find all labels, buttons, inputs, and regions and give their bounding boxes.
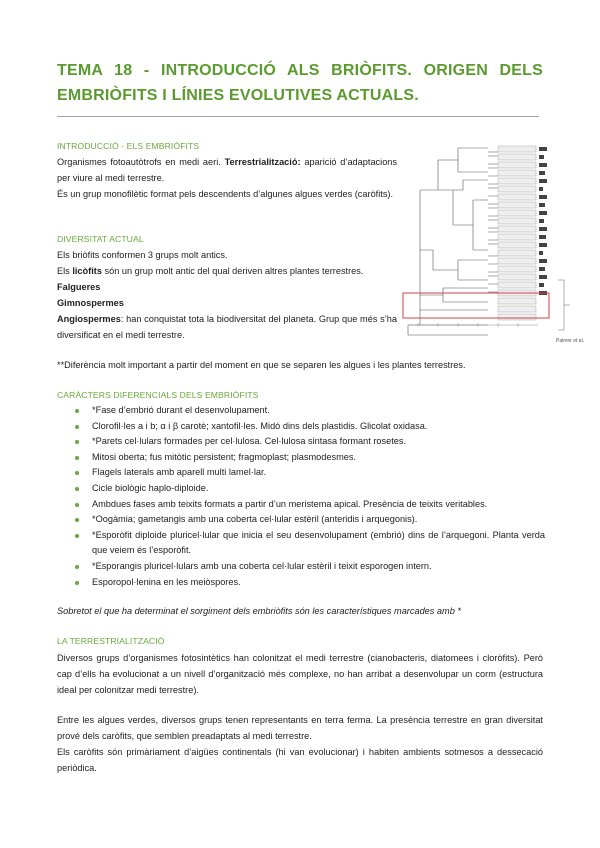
bullet-icon xyxy=(75,425,79,429)
intro-text: Organismes fotoautòtrofs en medi aeri. xyxy=(57,157,225,167)
list-item-text: Clorofil·les a i b; α i β carotè; xantofil·les. Midó dins dels plastidis. Glicolat oxidasa. xyxy=(92,420,428,431)
bullet-icon xyxy=(75,518,79,522)
tree-taxon-markers xyxy=(539,147,547,295)
side-bracket xyxy=(558,280,570,330)
list-item-text: Esporopol·lenina en les meiòspores. xyxy=(92,576,241,587)
terrestrialitzacio-paragraph-3: Els caròfits són primàriament d’aigües continentals (hi van evolucionar) i habiten ambients sotmesos a dessecació periòdica. xyxy=(57,747,543,773)
time-axis xyxy=(408,323,538,327)
title-divider xyxy=(57,116,539,117)
text: : han conquistat tota la biodiversitat del planeta. Grup que més s’ha diversificat en el medi terrestre. xyxy=(57,314,397,340)
figure-caption: Palmer et al. xyxy=(556,338,585,344)
phylogenetic-tree-figure xyxy=(398,130,585,350)
list-item-text: Mitosi oberta; fus mitòtic persistent; fragmoplast; plasmodesmes. xyxy=(92,451,356,462)
caracters-list xyxy=(75,403,545,590)
diversitat-line-2 xyxy=(57,263,402,279)
bullet-icon xyxy=(75,534,79,538)
list-item-text: Ambdues fases amb teixits formats a partir d’un meristema apical. Presència de teixits veritables. xyxy=(92,498,488,509)
list-item xyxy=(75,419,545,435)
list-item-text: Cicle biològic haplo-diploide. xyxy=(92,482,209,493)
terrestrialitzacio-paragraph-1: Diversos grups d’organismes fotosintètics han colonitzat el medi terrestre (cianobacteris, diatomees i cloròfits). Però cap d’ells ha evolucionat a un nivell d’organització més complexe, no han arribat a desenvolupar un corm (estructura ideal per colonitzar medi terrestre). xyxy=(57,653,543,695)
list-item xyxy=(75,528,545,559)
bullet-icon xyxy=(75,487,79,491)
bullet-icon xyxy=(75,565,79,569)
list-item xyxy=(75,481,545,497)
list-item xyxy=(75,575,545,591)
list-item xyxy=(75,497,545,513)
list-item xyxy=(75,512,545,528)
tree-taxon-labels xyxy=(498,146,536,320)
intro-paragraph-2: És un grup monofilètic format pels descendents d’algunes algues verdes (caròfits). xyxy=(57,189,394,199)
term-terrestrialitzacio: Terrestrialització: xyxy=(224,157,301,167)
list-item xyxy=(75,450,545,466)
diversitat-gimnospermes: Gimnospermes xyxy=(57,298,124,308)
term-angiospermes: Angiospermes xyxy=(57,314,121,324)
diversitat-angiospermes xyxy=(57,311,397,343)
section-heading-diversitat: DIVERSITAT ACTUAL xyxy=(57,234,144,244)
intro-paragraph-1 xyxy=(57,154,397,186)
text: Els xyxy=(57,266,73,276)
text: són un grup molt antic del qual deriven altres plantes terrestres. xyxy=(101,266,364,276)
list-item xyxy=(75,434,545,450)
terrestrialitzacio-paragraph-2: Entre les algues verdes, diversos grups tenen representants en terra ferma. La presència terrestre en gran diversitat prové dels caròfits, que semblen preadaptats al medi terrestre. xyxy=(57,715,543,741)
bullet-icon xyxy=(75,581,79,585)
bullet-icon xyxy=(75,440,79,444)
section-heading-terrestrialitzacio: LA TERRESTRIALITZACIÓ xyxy=(57,636,165,646)
section-heading-caracters: CARÀCTERS DIFERENCIALS DELS EMBRIÒFITS xyxy=(57,390,259,400)
diversitat-falgueres: Falgueres xyxy=(57,282,101,292)
tree-branches xyxy=(408,148,498,335)
list-item-text: *Parets cel·lulars formades per cel·lulosa. Cel·lulosa sintasa formant rosetes. xyxy=(92,436,407,447)
page-title: TEMA 18 - INTRODUCCIÓ ALS BRIÒFITS. ORIGEN DELS EMBRIÒFITS I LÍNIES EVOLUTIVES ACTUALS. xyxy=(57,62,543,104)
list-item xyxy=(75,403,545,419)
list-item-text: Flagels laterals amb aparell multi lamel·lar. xyxy=(92,467,267,478)
list-item xyxy=(75,465,545,481)
bullet-icon xyxy=(75,456,79,460)
bullet-icon xyxy=(75,503,79,507)
list-item xyxy=(75,559,545,575)
list-item-text: *Esporangis pluricel·lulars amb una coberta cel·lular estèril i teixit esporogen intern. xyxy=(92,560,432,571)
bullet-icon xyxy=(75,409,79,413)
list-item-text: *Esporòfit diploide pluricel·lular que inicia el seu desenvolupament (embrió) dins de l’arquegoni. Planta verda que veiem és l’esporòfit. xyxy=(92,529,545,556)
diversitat-line-1: Els briòfits conformen 3 grups molt antics. xyxy=(57,250,228,260)
bullet-icon xyxy=(75,471,79,475)
caracters-closing-note: Sobretot el que ha determinat el sorgiment dels embriòfits són les característiques marcades amb * xyxy=(57,606,461,616)
important-note: **Diferència molt important a partir del moment en que se separen les algues i les plantes terrestres. xyxy=(57,360,466,370)
term-licofits: licòfits xyxy=(72,266,102,276)
list-item-text: *Oogàmia; gametangis amb una coberta cel·lular estèril (anteridis i arquegonis). xyxy=(92,514,418,525)
intro-text-cont: aparició d’adaptacions per viure al medi terrestre. xyxy=(57,157,398,183)
section-heading-introduccio: INTRODUCCIÓ - ELS EMBRIÒFITS xyxy=(57,141,200,151)
list-item-text: *Fase d’embrió durant el desenvolupament. xyxy=(92,405,270,415)
